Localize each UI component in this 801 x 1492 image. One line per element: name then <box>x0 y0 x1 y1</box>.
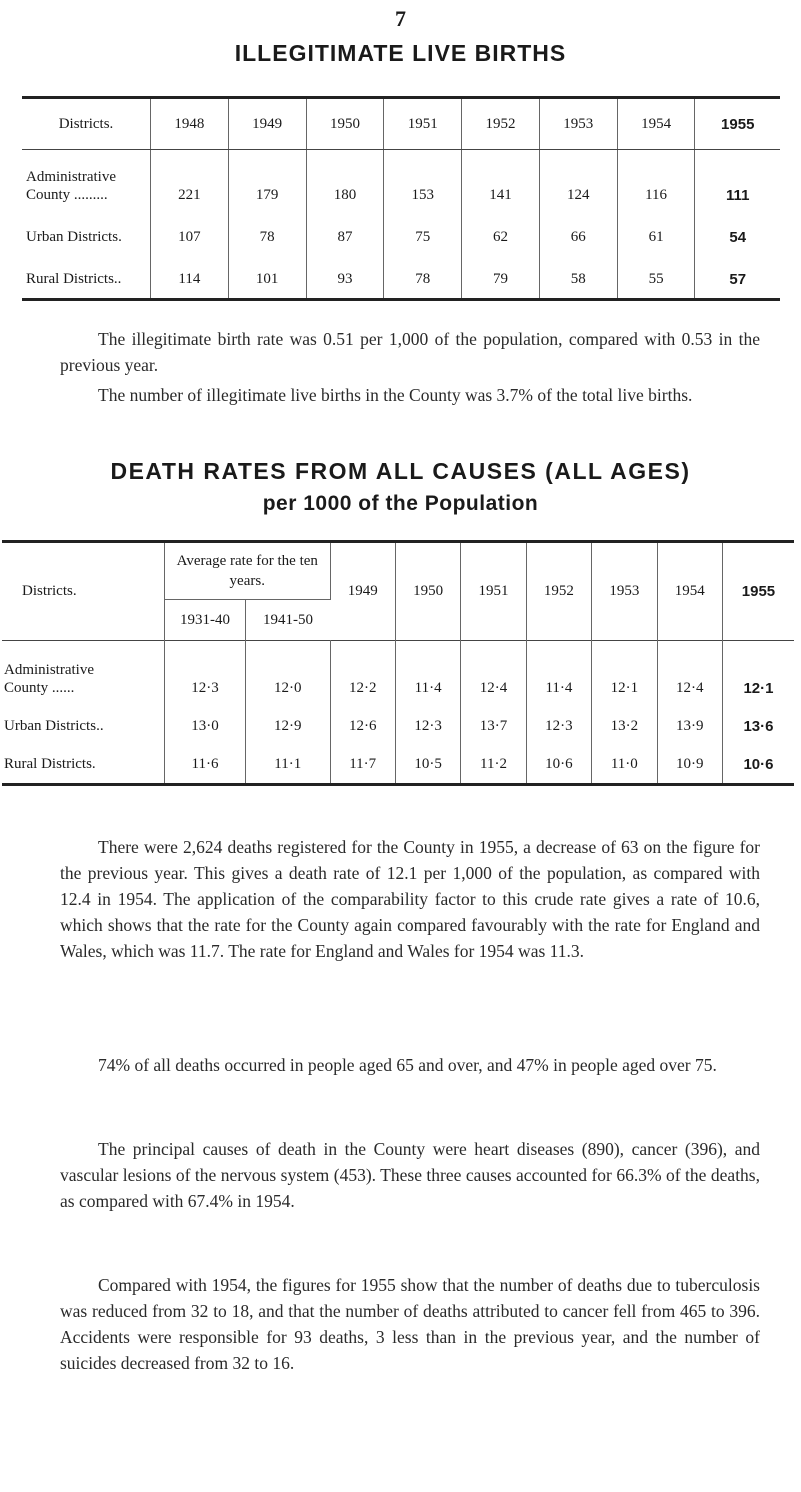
death-rates-table <box>2 540 794 786</box>
column-header: 1952 <box>526 542 591 641</box>
value-cell: 57 <box>729 271 747 288</box>
column-header: 1953 <box>592 542 657 641</box>
value-cell: 12·3 <box>165 641 246 702</box>
value-cell: 11·6 <box>165 739 246 785</box>
value-cell: 13·6 <box>743 718 774 735</box>
district-line: Administrative <box>26 169 116 185</box>
value-cell: 13·0 <box>165 701 246 739</box>
value-cell: 11·1 <box>246 739 331 785</box>
illegitimate-births-heading: ILLEGITIMATE LIVE BIRTHS <box>234 40 567 66</box>
column-header: 1955 <box>695 98 780 150</box>
column-header: 1954 <box>657 542 722 641</box>
paragraph-text: The number of illegitimate live births in the County was 3.7% of the total live births. <box>98 385 693 405</box>
value-cell: 116 <box>617 150 695 209</box>
value-cell: 11·4 <box>526 641 591 702</box>
value-cell: 87 <box>306 208 384 250</box>
value-cell: 114 <box>151 250 229 300</box>
district-cell: Rural Districts. <box>2 739 165 785</box>
value-cell: 11·0 <box>592 739 657 785</box>
column-header: 1948 <box>151 98 229 150</box>
age-deaths-paragraph <box>60 1052 760 1078</box>
paragraph-text: The principal causes of death in the County were heart diseases (890), cancer (396), and vascular lesions of the nervous system (453). These three causes accounted for 66.3% of the deaths, as compared with 67.4% in 1954. <box>60 1139 760 1211</box>
paragraph-text: There were 2,624 deaths registered for the County in 1955, a decrease of 63 on the figure for the previous year. This gives a death rate of 12.1 per 1,000 of the population, as compared with 12.4 in 1954. The application of the comparability factor to this crude rate gives a rate of 10.6, which shows that the rate for the County again compared favourably with the rate for England and Wales, which was 11.7. The rate for England and Wales for 1954 was 11.3. <box>60 837 760 961</box>
table-row <box>2 641 794 702</box>
value-cell: 180 <box>306 150 384 209</box>
value-cell: 101 <box>228 250 306 300</box>
death-rates-heading: DEATH RATES FROM ALL CAUSES (ALL AGES) <box>110 458 691 484</box>
district-line: County ......... <box>26 187 108 203</box>
district-cell <box>2 641 165 702</box>
value-cell: 11·4 <box>395 641 460 702</box>
illegitimate-percentage-paragraph <box>60 382 760 408</box>
value-cell: 54 <box>729 229 747 246</box>
value-cell: 107 <box>151 208 229 250</box>
value-cell: 12·4 <box>461 641 526 702</box>
value-cell: 55 <box>617 250 695 300</box>
value-cell: 12·6 <box>330 701 395 739</box>
paragraph-text: 74% of all deaths occurred in people aged 65 and over, and 47% in people aged over 75. <box>98 1055 717 1075</box>
value-cell: 124 <box>539 150 617 209</box>
value-cell: 75 <box>384 208 462 250</box>
value-cell: 78 <box>228 208 306 250</box>
illegitimate-rate-paragraph <box>60 326 760 378</box>
value-cell: 66 <box>539 208 617 250</box>
district-line: Administrative <box>4 662 94 678</box>
district-cell: Urban Districts. <box>22 208 151 250</box>
column-subheader: 1931-40 <box>165 600 246 641</box>
value-cell: 13·9 <box>657 701 722 739</box>
column-header: 1949 <box>330 542 395 641</box>
value-cell: 58 <box>539 250 617 300</box>
value-cell: 11·2 <box>461 739 526 785</box>
table-row <box>22 250 780 300</box>
paragraph-text: Compared with 1954, the figures for 1955 show that the number of deaths due to tuberculosis was reduced from 32 to 18, and that the number of deaths attributed to cancer fell from 465 to 396. Accidents were responsible for 93 deaths, 3 less than in the previous year, and the number of suicides decreased from 32 to 16. <box>60 1275 760 1373</box>
comparison-paragraph <box>60 1272 760 1376</box>
value-cell: 111 <box>726 187 750 204</box>
value-cell: 179 <box>228 150 306 209</box>
value-cell: 79 <box>462 250 540 300</box>
column-header: Districts. <box>2 542 165 641</box>
column-header: 1950 <box>306 98 384 150</box>
district-cell: Rural Districts.. <box>22 250 151 300</box>
column-header: 1952 <box>462 98 540 150</box>
average-rate-header: Average rate for the ten years. <box>165 542 331 600</box>
column-header: 1953 <box>539 98 617 150</box>
value-cell: 141 <box>462 150 540 209</box>
deaths-registered-paragraph <box>60 834 760 964</box>
death-rates-subheading: per 1000 of the Population <box>262 492 539 515</box>
illegitimate-births-table <box>22 96 780 301</box>
value-cell: 153 <box>384 150 462 209</box>
value-cell: 10·5 <box>395 739 460 785</box>
value-cell: 11·7 <box>330 739 395 785</box>
column-subheader: 1941-50 <box>246 600 331 641</box>
page-number: 7 <box>395 6 406 31</box>
value-cell: 78 <box>384 250 462 300</box>
column-header: 1950 <box>395 542 460 641</box>
table-row <box>2 739 794 785</box>
causes-of-death-paragraph <box>60 1136 760 1214</box>
value-cell: 93 <box>306 250 384 300</box>
table-header-row <box>2 542 794 600</box>
table-header-row <box>22 98 780 150</box>
district-cell <box>22 150 151 209</box>
table-row <box>22 150 780 209</box>
value-cell: 12·1 <box>722 641 794 702</box>
column-header: 1951 <box>461 542 526 641</box>
column-header: 1954 <box>617 98 695 150</box>
column-header: 1955 <box>741 583 776 600</box>
value-cell: 61 <box>617 208 695 250</box>
table-row <box>22 208 780 250</box>
value-cell: 13·7 <box>461 701 526 739</box>
value-cell: 10·9 <box>657 739 722 785</box>
column-header: Districts. <box>22 98 151 150</box>
value-cell: 221 <box>151 150 229 209</box>
value-cell: 12·0 <box>246 641 331 702</box>
value-cell: 12·2 <box>330 641 395 702</box>
value-cell: 12·1 <box>592 641 657 702</box>
value-cell: 12·3 <box>526 701 591 739</box>
value-cell: 12·9 <box>246 701 331 739</box>
column-header: 1951 <box>384 98 462 150</box>
value-cell: 10·6 <box>526 739 591 785</box>
column-header: 1949 <box>228 98 306 150</box>
value-cell: 13·2 <box>592 701 657 739</box>
paragraph-text: The illegitimate birth rate was 0.51 per 1,000 of the population, compared with 0.53 in the previous year. <box>60 329 760 375</box>
table-row <box>2 701 794 739</box>
value-cell: 12·3 <box>395 701 460 739</box>
district-line: County ...... <box>4 680 75 696</box>
district-cell: Urban Districts.. <box>2 701 165 739</box>
value-cell: 12·4 <box>657 641 722 702</box>
value-cell: 62 <box>462 208 540 250</box>
value-cell: 10·6 <box>743 756 774 773</box>
